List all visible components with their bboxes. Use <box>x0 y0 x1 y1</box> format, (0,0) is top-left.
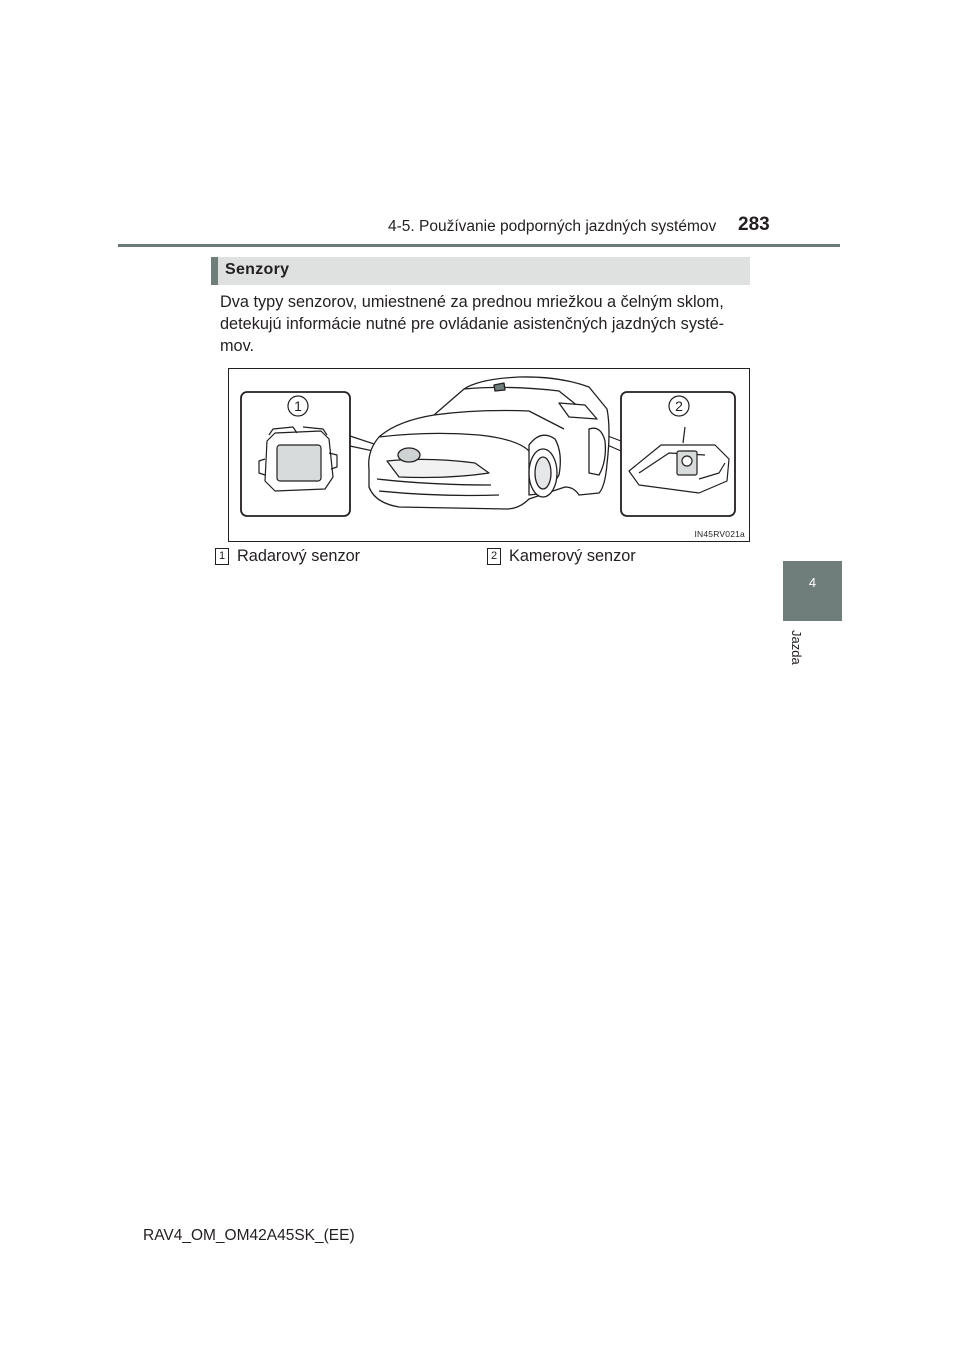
caption-number-badge: 1 <box>215 548 229 565</box>
callout-number-1: 1 <box>294 398 302 414</box>
section-accent <box>211 257 218 285</box>
figure-code: IN45RV021a <box>694 529 745 539</box>
car-illustration <box>369 377 609 509</box>
chapter-label-text: Jazda <box>789 630 804 665</box>
page-number: 283 <box>738 214 770 235</box>
running-head: 4-5. Používanie podporných jazdných systémov <box>388 218 717 235</box>
caption-radar <box>215 547 360 566</box>
chapter-tab[interactable] <box>783 561 842 621</box>
header-rule <box>118 244 840 247</box>
callout-number-2: 2 <box>675 398 683 414</box>
body-paragraph <box>220 291 750 357</box>
caption-text: Radarový senzor <box>237 547 361 565</box>
sensor-figure <box>228 368 750 542</box>
chapter-number: 4 <box>808 575 817 590</box>
figure-captions <box>215 547 755 571</box>
footer-manual-code: RAV4_OM_OM42A45SK_(EE) <box>143 1227 355 1244</box>
sensor-illustration <box>229 369 749 541</box>
chapter-label <box>790 630 806 674</box>
body-paragraph-text: Dva typy senzorov, umiestnené za prednou mriežkou a čelným sklom, detekujú informácie nutné pre ovládanie asistenčných jazdných systé-mov. <box>220 293 725 355</box>
section-title: Senzory <box>225 261 290 278</box>
radar-sensor-drawing <box>259 427 337 491</box>
caption-camera <box>487 547 636 566</box>
section-heading-bar <box>211 257 750 285</box>
caption-text: Kamerový senzor <box>509 547 636 565</box>
caption-number-badge: 2 <box>487 548 501 565</box>
